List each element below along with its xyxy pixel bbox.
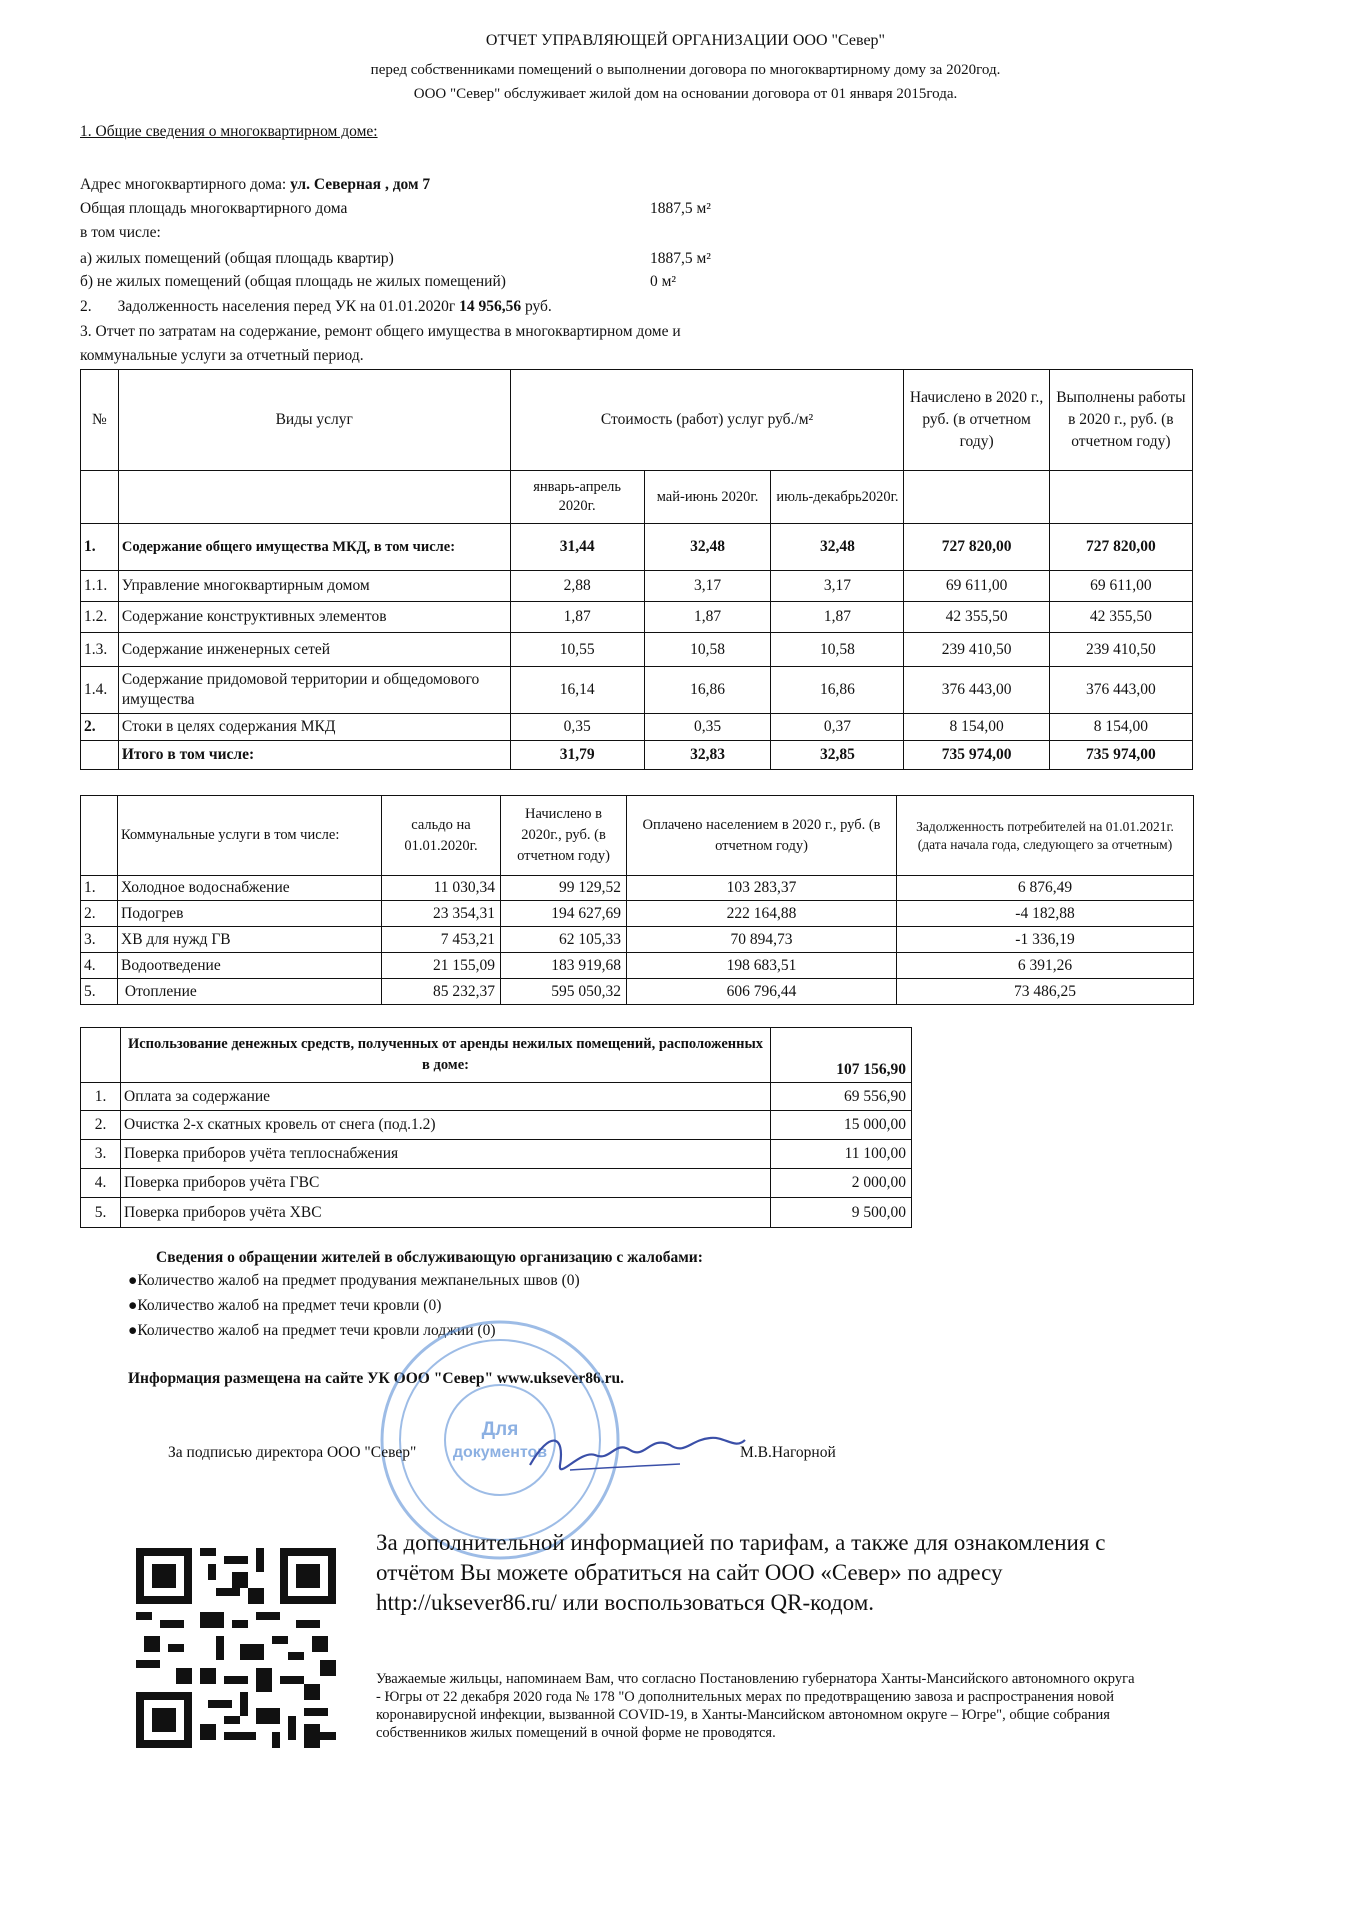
row-service: Содержание общего имущества МКД, в том числе: (118, 524, 510, 571)
rent-funds-title: Использование денежных средств, полученных от аренды нежилых помещений, расположенных в доме: (121, 1028, 771, 1083)
row-usage: Поверка приборов учёта ГВС (121, 1169, 771, 1198)
col-charged-header: Начислено в 2020 г., руб. (в отчетном году) (904, 370, 1049, 471)
table-row (81, 714, 1193, 741)
row-utility: Отопление (118, 979, 382, 1005)
row-balance: 85 232,37 (382, 979, 501, 1005)
row-num: 1. (81, 524, 119, 571)
row-cost-2: 1,87 (644, 602, 771, 633)
info-block: За дополнительной информацией по тарифам, а также для ознакомления с отчётом Вы можете обратиться на сайт ООО «Север» по адресу http://uksever86.ru/ или воспользоваться QR-кодом. (376, 1530, 1106, 1615)
stamp-text-1: Для (481, 1419, 519, 1440)
row-charged: 727 820,00 (904, 524, 1049, 571)
row-usage: Поверка приборов учёта ХВС (121, 1198, 771, 1228)
row-service: Управление многоквартирным домом (118, 571, 510, 602)
table-row (81, 1083, 912, 1111)
row-cost-1: 10,55 (510, 633, 644, 667)
col-done-header: Выполнены работы в 2020 г., руб. (в отчетном году) (1049, 370, 1192, 471)
table-row (81, 901, 1194, 927)
row-done: 376 443,00 (1049, 667, 1192, 714)
covid-notice: Уважаемые жильцы, напоминаем Вам, что согласно Постановлению губернатора Ханты-Мансийского автономного округа - Югры от 22 декабря 2020 года № 178 "О дополнительных мерах по предотвращению завоза и распространения новой коронавирусной инфекции, вызванной COVID-19, в Ханты-Мансийском автономном округе – Югре", общие собрания собственников жилых помещений в очной форме не проводятся. (376, 1671, 1135, 1741)
row-cost-2: 3,17 (644, 571, 771, 602)
row-done: 8 154,00 (1049, 714, 1192, 741)
row-cost-3: 0,37 (771, 714, 904, 741)
row-paid: 70 894,73 (627, 927, 897, 953)
row-cost-3: 32,85 (771, 741, 904, 770)
row-cost-3: 16,86 (771, 667, 904, 714)
row-cost-3: 32,48 (771, 524, 904, 571)
row-num (81, 741, 119, 770)
row-debt: -1 336,19 (897, 927, 1194, 953)
stamp-text-2: документов (452, 1444, 548, 1461)
row-num: 2. (81, 1111, 121, 1140)
row-num: 1.1. (81, 571, 119, 602)
empty-cell (1049, 471, 1192, 524)
row-charged: 69 611,00 (904, 571, 1049, 602)
period-1-header: январь-апрель 2020г. (510, 471, 644, 524)
table-row (81, 876, 1194, 901)
qr-code (136, 1548, 336, 1748)
total-row (81, 741, 1193, 770)
col-num-header: № (81, 370, 119, 471)
row-done: 735 974,00 (1049, 741, 1192, 770)
row-num: 1. (81, 1083, 121, 1111)
row-debt: 6 391,26 (897, 953, 1194, 979)
handwritten-signature (520, 1420, 750, 1490)
row-num: 4. (81, 953, 118, 979)
row-cost-2: 16,86 (644, 667, 771, 714)
row-num: 2. (81, 714, 119, 741)
rent-funds-total: 107 156,90 (771, 1028, 912, 1083)
row-cost-3: 3,17 (771, 571, 904, 602)
row-num: 4. (81, 1169, 121, 1198)
report-contract-line: ООО "Север" обслуживает жилой дом на основании договора от 01 января 2015года. (413, 86, 958, 102)
rent-funds-table (80, 1027, 912, 1228)
row-num: 1. (81, 876, 118, 901)
row-num: 3. (81, 927, 118, 953)
services-cost-table (80, 369, 1193, 770)
row-charged: 42 355,50 (904, 602, 1049, 633)
col-debt-header: Задолженность потребителей на 01.01.2021г. (дата начала года, следующего за отчетным) (897, 796, 1194, 876)
table-row (81, 1198, 912, 1228)
row-utility: ХВ для нужд ГВ (118, 927, 382, 953)
total-area-value: 1887,5 м² (650, 200, 711, 217)
row-cost-2: 0,35 (644, 714, 771, 741)
nonresidential-area-label: б) не жилых помещений (общая площадь не жилых помещений) (80, 273, 506, 290)
row-debt: 73 486,25 (897, 979, 1194, 1005)
row-paid: 606 796,44 (627, 979, 897, 1005)
complaint-item: ●Количество жалоб на предмет продувания межпанельных швов (0) (128, 1272, 580, 1289)
row-num: 1.4. (81, 667, 119, 714)
row-cost-3: 10,58 (771, 633, 904, 667)
table-row (81, 953, 1194, 979)
row-service: Содержание инженерных сетей (118, 633, 510, 667)
empty-cell (81, 471, 119, 524)
row-num: 2. (81, 901, 118, 927)
report-title: ОТЧЕТ УПРАВЛЯЮЩЕЙ ОРГАНИЗАЦИИ ООО "Север" (485, 32, 886, 49)
utilities-table (80, 795, 1194, 1005)
row-utility: Подогрев (118, 901, 382, 927)
row-done: 239 410,50 (1049, 633, 1192, 667)
row-balance: 11 030,34 (382, 876, 501, 901)
row-balance: 21 155,09 (382, 953, 501, 979)
row-usage: Поверка приборов учёта теплоснабжения (121, 1140, 771, 1169)
residential-area-value: 1887,5 м² (650, 250, 711, 267)
row-paid: 198 683,51 (627, 953, 897, 979)
residential-area-label: а) жилых помещений (общая площадь квартир) (80, 250, 394, 267)
row-service: Содержание конструктивных элементов (118, 602, 510, 633)
table-row (81, 979, 1194, 1005)
row-cost-2: 32,83 (644, 741, 771, 770)
site-info: Информация размещена на сайте УК ООО "Север" www.uksever86.ru. (128, 1370, 624, 1387)
row-charged: 376 443,00 (904, 667, 1049, 714)
row-charged: 595 050,32 (501, 979, 627, 1005)
row-charged: 8 154,00 (904, 714, 1049, 741)
table-row (81, 633, 1193, 667)
debt-line: 2. Задолженность населения перед УК на 01.01.2020г 14 956,56 руб. (80, 298, 552, 315)
table-row (81, 524, 1193, 571)
row-cost-2: 32,48 (644, 524, 771, 571)
col-balance-header: сальдо на 01.01.2020г. (382, 796, 501, 876)
row-usage: Оплата за содержание (121, 1083, 771, 1111)
row-cost-1: 2,88 (510, 571, 644, 602)
row-num: 3. (81, 1140, 121, 1169)
row-paid: 222 164,88 (627, 901, 897, 927)
row-cost-1: 1,87 (510, 602, 644, 633)
row-debt: -4 182,88 (897, 901, 1194, 927)
report-subtitle: перед собственниками помещений о выполнении договора по многоквартирному дому за 2020год. (370, 62, 1001, 78)
row-service: Содержание придомовой территории и общедомового имущества (118, 667, 510, 714)
row-service: Итого в том числе: (118, 741, 510, 770)
period-2-header: май-июнь 2020г. (644, 471, 771, 524)
col-cost-header: Стоимость (работ) услуг руб./м² (510, 370, 904, 471)
row-charged: 239 410,50 (904, 633, 1049, 667)
table-row (81, 602, 1193, 633)
table-row (81, 1111, 912, 1140)
row-cost-2: 10,58 (644, 633, 771, 667)
row-amount: 9 500,00 (771, 1198, 912, 1228)
complaints-heading: Сведения о обращении жителей в обслуживающую организацию с жалобами: (156, 1249, 703, 1266)
row-cost-1: 16,14 (510, 667, 644, 714)
section1-heading: 1. Общие сведения о многоквартирном доме: (80, 123, 378, 140)
row-done: 727 820,00 (1049, 524, 1192, 571)
empty-cell (81, 1028, 121, 1083)
row-cost-1: 31,79 (510, 741, 644, 770)
signature-name: М.В.Нагорной (740, 1444, 836, 1461)
row-cost-1: 31,44 (510, 524, 644, 571)
row-amount: 69 556,90 (771, 1083, 912, 1111)
row-charged: 99 129,52 (501, 876, 627, 901)
row-charged: 735 974,00 (904, 741, 1049, 770)
row-num: 5. (81, 979, 118, 1005)
row-cost-1: 0,35 (510, 714, 644, 741)
empty-cell (904, 471, 1049, 524)
total-area-label: Общая площадь многоквартирного дома (80, 200, 348, 217)
including-label: в том числе: (80, 224, 161, 241)
report-line-2: коммунальные услуги за отчетный период. (80, 347, 364, 364)
col-utility-header: Коммунальные услуги в том числе: (118, 796, 382, 876)
row-paid: 103 283,37 (627, 876, 897, 901)
table-row (81, 571, 1193, 602)
row-usage: Очистка 2-х скатных кровель от снега (под.1.2) (121, 1111, 771, 1140)
row-done: 69 611,00 (1049, 571, 1192, 602)
row-num: 1.3. (81, 633, 119, 667)
row-utility: Холодное водоснабжение (118, 876, 382, 901)
row-service: Стоки в целях содержания МКД (118, 714, 510, 741)
row-amount: 11 100,00 (771, 1140, 912, 1169)
row-utility: Водоотведение (118, 953, 382, 979)
table-row (81, 667, 1193, 714)
row-num: 1.2. (81, 602, 119, 633)
col-service-header: Виды услуг (118, 370, 510, 471)
row-charged: 183 919,68 (501, 953, 627, 979)
row-charged: 194 627,69 (501, 901, 627, 927)
report-line-1: 3. Отчет по затратам на содержание, ремонт общего имущества в многоквартирном доме и (80, 323, 681, 340)
table-row (81, 927, 1194, 953)
row-balance: 7 453,21 (382, 927, 501, 953)
col-charged-header: Начислено в 2020г., руб. (в отчетном году) (501, 796, 627, 876)
empty-cell (81, 796, 118, 876)
empty-cell (118, 471, 510, 524)
row-num: 5. (81, 1198, 121, 1228)
row-cost-3: 1,87 (771, 602, 904, 633)
row-balance: 23 354,31 (382, 901, 501, 927)
complaint-item: ●Количество жалоб на предмет течи кровли лоджии (0) (128, 1322, 496, 1339)
period-3-header: июль-декабрь2020г. (771, 471, 904, 524)
row-debt: 6 876,49 (897, 876, 1194, 901)
signature-label: За подписью директора ООО "Север" (168, 1444, 417, 1461)
table-row (81, 1169, 912, 1198)
address-line: Адрес многоквартирного дома: ул. Северная , дом 7 (80, 176, 431, 193)
nonresidential-area-value: 0 м² (650, 273, 677, 290)
row-charged: 62 105,33 (501, 927, 627, 953)
row-done: 42 355,50 (1049, 602, 1192, 633)
col-paid-header: Оплачено населением в 2020 г., руб. (в отчетном году) (627, 796, 897, 876)
row-amount: 15 000,00 (771, 1111, 912, 1140)
complaint-item: ●Количество жалоб на предмет течи кровли (0) (128, 1297, 442, 1314)
row-amount: 2 000,00 (771, 1169, 912, 1198)
table-row (81, 1140, 912, 1169)
